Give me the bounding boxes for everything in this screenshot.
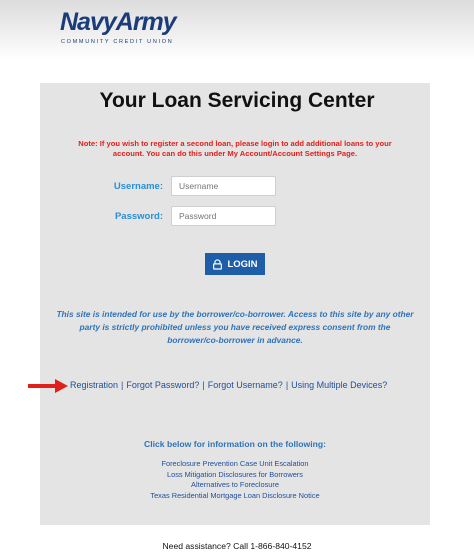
login-button[interactable] [205,253,265,275]
page-title: Your Loan Servicing Center [99,89,375,112]
login-label: LOGIN [227,258,258,270]
username-label: Username: [113,181,163,192]
registration-link[interactable]: Registration [70,380,119,390]
logo-subtitle: COMMUNITY CREDIT UNION [61,39,174,45]
lock-icon [212,259,223,270]
red-arrow-icon [27,378,69,394]
account-links [70,380,387,390]
info-links-list [40,459,430,501]
password-input[interactable] [171,206,276,226]
assistance-phone: Need assistance? Call 1-866-840-4152 [162,541,312,551]
alternatives-foreclosure-link[interactable]: Alternatives to Foreclosure [191,480,279,490]
second-loan-note: Note: If you wish to register a second loan, please login to add additional loans to your account. You can do this under My Account/Account Settings Page. [78,139,392,158]
forgot-username-link[interactable]: Forgot Username? [207,380,283,390]
info-heading: Click below for information on the following: [144,439,326,449]
usage-disclaimer: This site is intended for use by the borrower/co-borrower. Access to this site by any other party is strictly prohibited unless you have received express consent from the borrower/co-borrower in advance. [56,309,414,345]
password-label: Password: [114,211,163,222]
multiple-devices-link[interactable]: Using Multiple Devices? [291,380,388,390]
username-input[interactable] [171,176,276,196]
foreclosure-prevention-link[interactable]: Foreclosure Prevention Case Unit Escalation [161,459,309,468]
navyarmy-logo[interactable] [60,8,176,50]
logo-wordmark: NavyArmy [60,8,176,36]
loss-mitigation-link[interactable]: Loss Mitigation Disclosures for Borrowers [167,469,303,479]
forgot-password-link[interactable]: Forgot Password? [126,380,200,390]
link-separator: | [202,380,205,390]
link-separator: | [285,380,289,390]
link-separator: | [121,380,124,390]
texas-disclosure-link[interactable]: Texas Residential Mortgage Loan Disclosure Notice [150,490,320,500]
